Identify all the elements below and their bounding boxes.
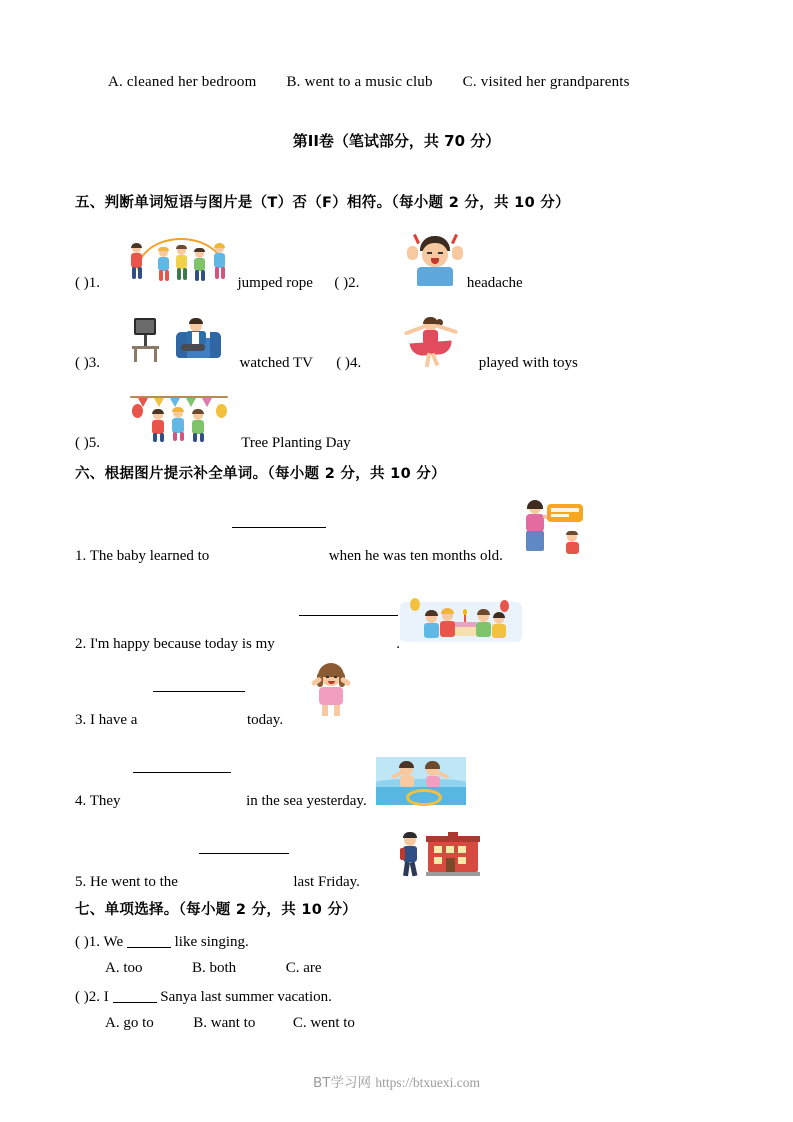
phrase-2: headache [466,275,523,291]
list-item [75,712,283,729]
answer-marker-3[interactable]: ( ) [75,355,89,371]
headache-illustration [407,234,463,286]
list-item [75,934,249,951]
stem-after-6-4: in the sea yesterday. [246,793,367,809]
page-title: 第II卷（笔试部分，共 70 分） [292,132,501,150]
answer-blank-6-2[interactable] [299,615,398,616]
stem-before-6-2: I'm happy because today is my [90,636,275,652]
section-seven-heading: 七、单项选择。（每小题 2 分，共 10 分） [75,902,358,918]
answer-marker-4[interactable]: ( ) [336,355,350,371]
boy-and-school-illustration [398,832,480,880]
item-number-6-2: 2. [75,636,87,652]
blank-7-1[interactable] [127,934,171,948]
stem-after-6-3: today. [246,712,284,728]
phrase-3: watched TV [239,355,313,371]
children-swimming-illustration [376,757,466,805]
option-7-2-b[interactable]: B. want to [193,1015,256,1031]
item-number-7-2: 2. [88,989,100,1005]
answer-marker-2[interactable]: ( ) [334,275,349,291]
list-item [75,989,332,1006]
item-number-6-3: 3. [75,712,87,728]
answer-marker-1[interactable]: ( ) [75,275,89,291]
section-six-heading: 六、根据图片提示补全单词。（每小题 2 分，共 10 分） [75,466,446,482]
option-7-1-c[interactable]: C. are [285,960,322,976]
answer-blank-6-1[interactable] [232,527,326,528]
stem-before-6-4: They [89,793,121,809]
answer-blank-6-5[interactable] [199,853,289,854]
option-c: C. visited her grandparents [462,74,630,90]
option-7-2-c[interactable]: C. went to [292,1015,355,1031]
footer-brand: BT学习网 [313,1075,372,1091]
birthday-party-illustration [400,596,522,644]
list-item [75,874,360,891]
stem-after-6-2: . [396,636,400,652]
section-five-heading: 五、判断单词短语与图片是（T）否（F）相符。（每小题 2 分，共 10 分） [75,195,570,211]
stem-before-6-5: He went to the [90,874,178,890]
options-row [105,960,322,977]
item-number-2: 2. [348,275,360,291]
answer-marker-7-2[interactable]: ( ) [75,989,89,1005]
answer-marker-7-1[interactable]: ( ) [75,934,89,950]
stem-before-6-1: The baby learned to [89,548,210,564]
stem-before-7-1: We [103,934,124,950]
option-7-1-a[interactable]: A. too [105,960,143,976]
option-b: B. went to a music club [286,74,433,90]
item-number-6-1: 1. [75,548,87,564]
blank-7-2[interactable] [113,989,157,1003]
mother-and-baby-illustration [521,500,587,558]
stem-after-6-5: last Friday. [293,874,360,890]
phrase-1: jumped rope [237,275,313,291]
list-item [75,793,367,810]
children-party-illustration [130,392,228,438]
item-number-3: 3. [88,355,100,371]
stem-before-6-3: I have a [90,712,138,728]
item-number-1: 1. [88,275,100,291]
stem-after-7-1: like singing. [174,934,249,950]
stem-after-7-2: Sanya last summer vacation. [160,989,332,1005]
option-7-2-a[interactable]: A. go to [105,1015,154,1031]
jump-rope-illustration [125,238,233,282]
option-7-1-b[interactable]: B. both [192,960,237,976]
list-item [75,548,503,565]
stem-before-7-2: I [103,989,109,1005]
footer-url: https://btxuexi.com [375,1075,480,1090]
list-item [75,636,400,653]
phrase-4: played with toys [478,355,578,371]
answer-blank-6-3[interactable] [153,691,245,692]
girl-headache-illustration [309,663,353,717]
stem-after-6-1: when he was ten months old. [328,548,503,564]
options-row [105,1015,355,1032]
footer-watermark [0,1071,793,1091]
dancing-girl-illustration [400,318,462,368]
item-number-4: 4. [349,355,362,371]
option-a: A. cleaned her bedroom [108,74,257,90]
item-number-5: 5. [88,435,100,451]
item-number-7-1: 1. [88,934,100,950]
watching-tv-illustration [128,318,233,366]
top-question-options [108,74,708,91]
item-number-6-4: 4. [75,793,87,809]
answer-marker-5[interactable]: ( ) [75,435,89,451]
phrase-5: Tree Planting Day [241,435,351,451]
item-number-6-5: 5. [75,874,87,890]
answer-blank-6-4[interactable] [133,772,231,773]
